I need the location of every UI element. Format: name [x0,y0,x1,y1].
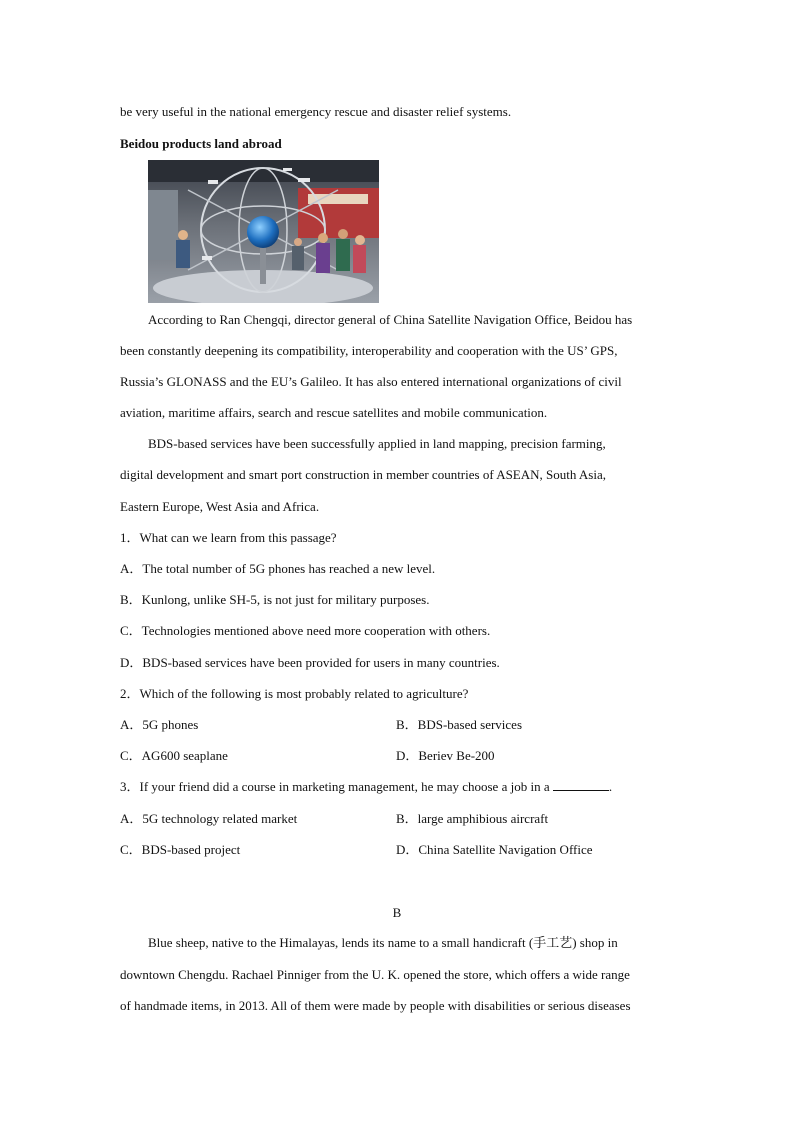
passage-b-line-2: downtown Chengdu. Rachael Pinniger from the U. K. opened the store, which offers a wide range [120,967,630,982]
question-1-option-a: A．The total number of 5G phones has reached a new level. [120,561,436,576]
passage-b-line-3: of handmade items, in 2013. All of them were made by people with disabilities or serious diseases [120,998,631,1013]
question-3-option-c: C．BDS-based project [120,842,241,857]
question-3-option-a: A．5G technology related market [120,811,298,826]
para2-line-2: digital development and smart port construction in member countries of ASEAN, South Asia, [120,467,606,482]
question-2-option-a: A．5G phones [120,717,199,732]
section-heading: Beidou products land abroad [120,136,282,151]
question-2-option-b: B．BDS-based services [396,717,523,732]
para1-line-2: been constantly deepening its compatibility, interoperability and cooperation with the US’ GPS, [120,343,618,358]
passage-b-label: B [392,905,402,920]
question-3-stem-line [120,779,612,795]
question-3-option-b: B．large amphibious aircraft [396,811,549,826]
question-3-stem-end: . [608,779,613,794]
para1-line-1: According to Ran Chengqi, director general of China Satellite Navigation Office, Beidou has [148,312,633,327]
para1-line-4: aviation, maritime affairs, search and rescue satellites and mobile communication. [120,405,548,420]
answer-blank [553,779,609,791]
question-2-option-c: C．AG600 seaplane [120,748,228,763]
question-1-stem: 1．What can we learn from this passage? [120,530,337,545]
para2-line-1: BDS-based services have been successfully applied in land mapping, precision farming, [148,436,606,451]
intro-tail-line: be very useful in the national emergency rescue and disaster relief systems. [120,104,512,119]
question-2-stem: 2．Which of the following is most probably related to agriculture? [120,686,469,701]
passage-b-line-1: Blue sheep, native to the Himalayas, lends its name to a small handicraft (手工艺) shop in [148,935,618,950]
question-3-stem: 3．If your friend did a course in marketing management, he may choose a job in a [120,779,550,794]
question-1-option-d: D．BDS-based services have been provided for users in many countries. [120,655,500,670]
para1-line-3: Russia’s GLONASS and the EU’s Galileo. It has also entered international organizations of civil [120,374,622,389]
question-1-option-c: C．Technologies mentioned above need more cooperation with others. [120,623,491,638]
question-1-option-b: B．Kunlong, unlike SH-5, is not just for military purposes. [120,592,430,607]
question-3-option-d: D．China Satellite Navigation Office [396,842,593,857]
question-2-option-d: D．Beriev Be-200 [396,748,495,763]
para2-line-3: Eastern Europe, West Asia and Africa. [120,499,320,514]
satellite-exhibition-photo [148,160,379,303]
